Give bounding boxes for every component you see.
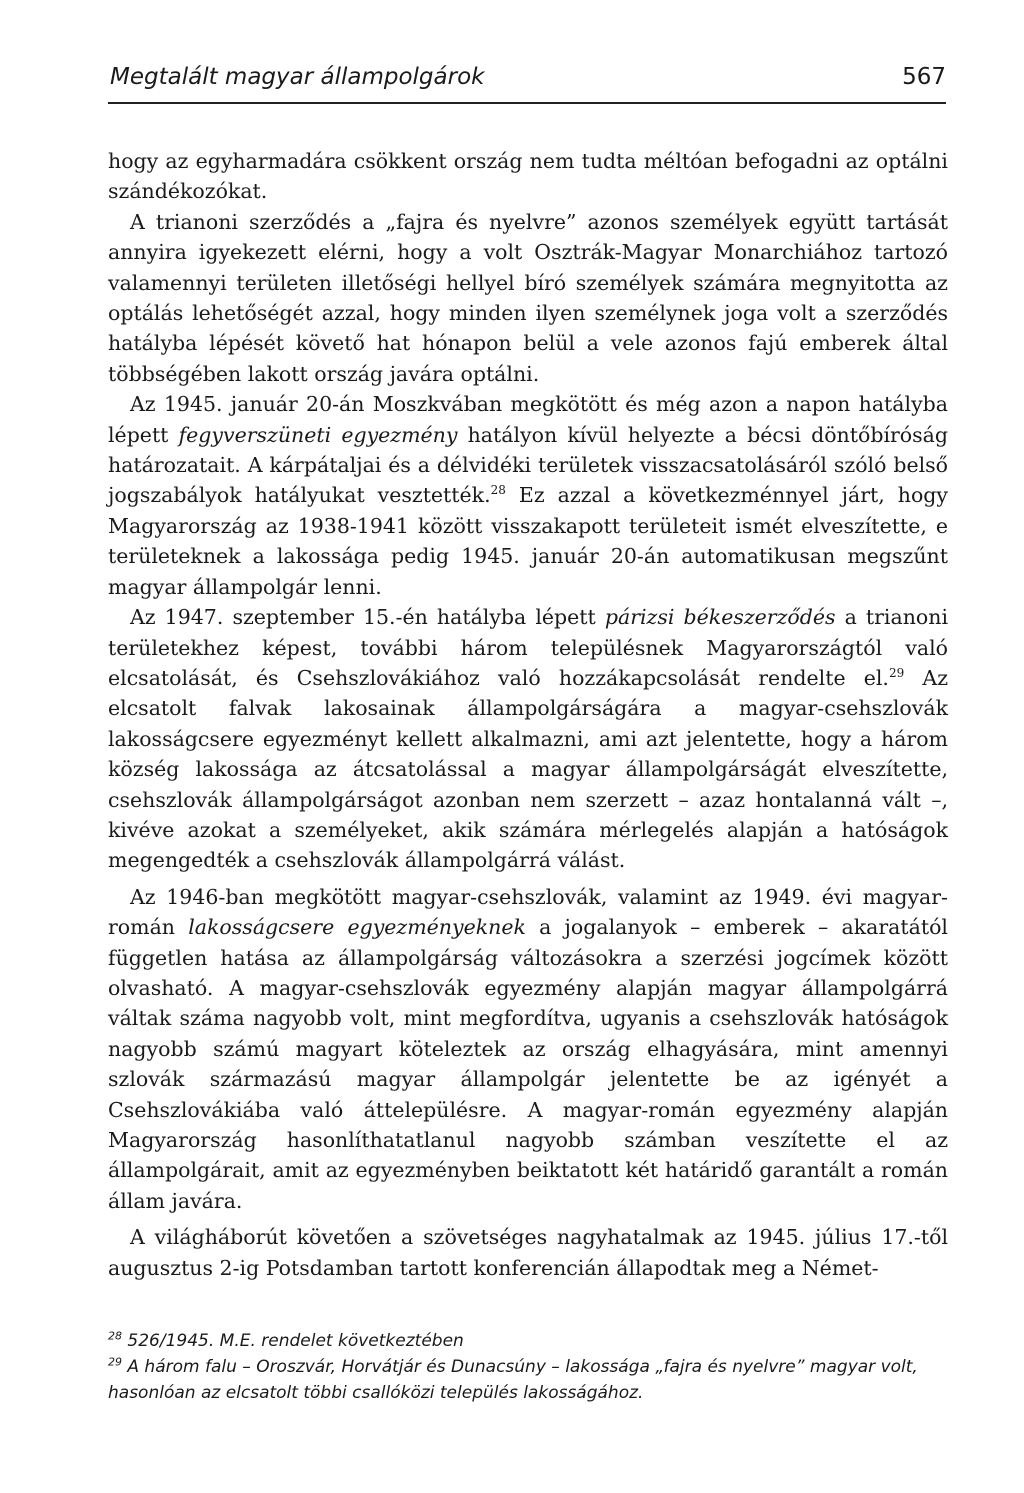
- paragraph-trianon: [108, 207, 948, 389]
- paragraph-potsdam: [108, 1222, 948, 1283]
- footnote-number: 29: [108, 1355, 122, 1369]
- paragraph-text: Az 1946-ban megkötött magyar-csehszlovák, valamint az 1949. évi magyar-román: [108, 884, 948, 940]
- paragraph-text: a jogalanyok – emberek – akaratától független hatása az állampolgárság változásokra a szerzési jogcímek között olvasható. A magyar-csehszlovák egyezmény alapján magyar állampolgárrá váltak száma nagyobb volt, mint megfordítva, ugyanis a csehszlovák hatóságok nagyobb számú magyart köteleztek az ország elhagyására, mint amennyi szlovák származású magyar állampolgár jelentette be az igényét a Csehszlovákiába való áttelepülésre. A magyar-román egyezmény alapján Magyarország hasonlíthatatlanul nagyobb számban veszítette el az állampolgárait, amit az egyezményben beiktatott két határidő garantált a román állam javára.: [108, 915, 948, 1213]
- footnote-text: 526/1945. M.E. rendelet következtében: [122, 1331, 464, 1351]
- paragraph-continued: [108, 146, 948, 207]
- paragraph-paris-treaty: [108, 602, 948, 876]
- paragraph-armistice: [108, 389, 948, 602]
- running-header: [108, 58, 946, 104]
- paragraph-text: A trianoni szerződés a „fajra és nyelvre” azonos személyek együtt tartását annyira igyekezett elérni, hogy a volt Osztrák-Magyar Monarchiához tartozó valamennyi területen illetőségi hellyel bíró személyek számára megnyitotta az optálás lehetőségét azzal, hogy minden ilyen személynek joga volt a szerződés hatályba lépését követő hat hónapon belül a vele azonos fajú emberek által többségében lakott ország javára optálni.: [108, 209, 948, 386]
- italic-term: fegyverszüneti egyezmény: [178, 422, 458, 447]
- footnote-ref-29: 29: [888, 666, 905, 681]
- footnote-29: [108, 1354, 948, 1406]
- paragraph-text: hatályon kívül helyezte a bécsi döntőbíróság határozatait. A kárpátaljai és a délvidéki területek visszacsatolásáról szóló belső jogszabályok hatályukat vesztették.: [108, 422, 949, 508]
- paragraph-text: a trianoni területekhez képest, további három településnek Magyarországtól való elcsatolását, és Csehszlovákiához való hozzákapcsolását rendelte el.: [108, 605, 948, 690]
- footnote-28: [108, 1328, 948, 1354]
- running-title: Megtalált magyar állampolgárok: [110, 64, 485, 90]
- paragraph-text: Ez azzal a következménnyel járt, hogy Magyarország az 1938-1941 között visszakapott területeit ismét elveszítette, e területeknek a lakossága pedig 1945. január 20-án automatikusan megszűnt magyar állampolgár lenni.: [108, 483, 948, 599]
- paragraph-text: hogy az egyharmadára csökkent ország nem tudta méltóan befogadni az optálni szándékozókat.: [108, 149, 948, 204]
- page-number: 567: [902, 64, 946, 90]
- paragraph-text: Az 1945. január 20-án Moszkvában megkötött és még azon a napon hatályba lépett: [108, 392, 948, 447]
- paragraph-population-exchange: [108, 882, 948, 1216]
- footnote-ref-28: 28: [490, 483, 506, 498]
- main-text: [108, 146, 948, 1283]
- footnote-text: A három falu – Oroszvár, Horvátjár és Dunacsúny – lakossága „fajra és nyelvre” magyar volt, hasonlóan az elcsatolt többi csallóközi település lakosságához.: [108, 1357, 918, 1403]
- paragraph-text: Az elcsatolt falvak lakosainak állampolgárságára a magyar-csehszlovák lakosságcsere egyezményt kellett alkalmazni, ami azt jelentette, hogy a három község lakossága az átcsatolással a magyar állampolgárságát elveszítette, csehszlovák állampolgárságot azonban nem szerzett – azaz hontalanná vált –, kivéve azokat a személyeket, akik számára mérlegelés alapján a hatóságok megengedték a csehszlovák állampolgárrá válást.: [108, 665, 948, 873]
- italic-term: lakosságcsere egyezményeknek: [188, 915, 526, 940]
- paragraph-text: A világháborút követően a szövetséges nagyhatalmak az 1945. július 17.-től augusztus 2-ig Potsdamban tartott konferencián állapodtak meg a Német-: [108, 1225, 948, 1280]
- footnote-number: 28: [108, 1329, 122, 1343]
- paragraph-text: Az 1947. szeptember 15.-én hatályba lépett: [130, 605, 605, 630]
- footnotes: [108, 1328, 948, 1406]
- italic-term: párizsi békeszerződés: [604, 605, 836, 630]
